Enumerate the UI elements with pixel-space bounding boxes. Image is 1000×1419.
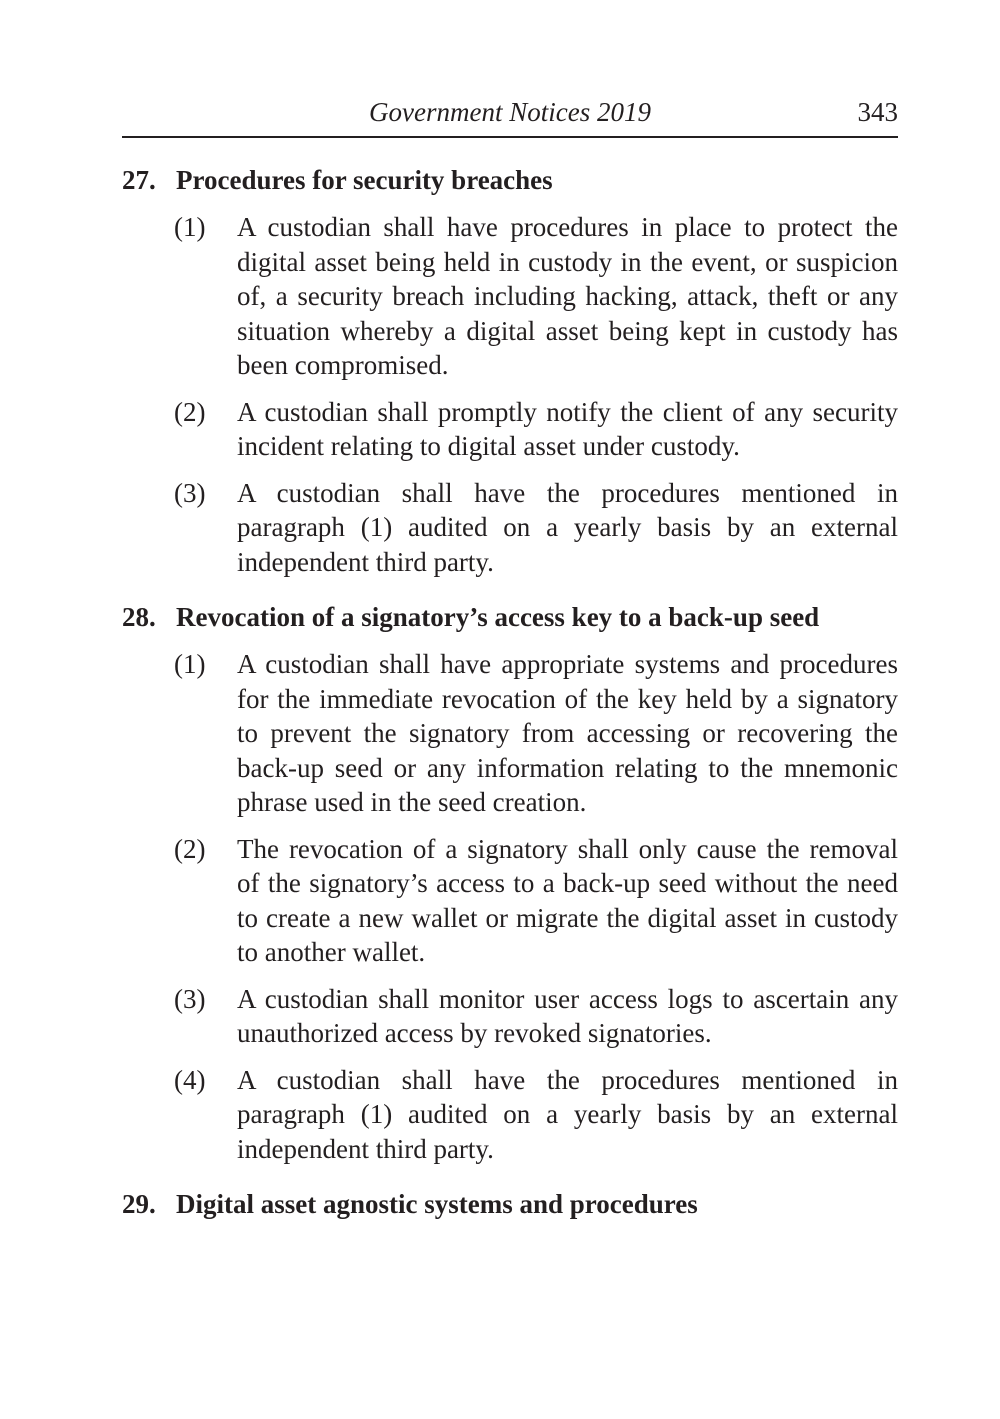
paragraph-text: A custodian shall have appropriate systems and procedures for the immediate revocation of the key held by a signatory to prevent the signatory from accessing or recovering the back-up seed or any information relating to the mnemonic phrase used in the seed creation. bbox=[237, 649, 898, 817]
section-heading bbox=[122, 1186, 898, 1222]
paragraph-text: A custodian shall have the procedures mentioned in paragraph (1) audited on a yearly basis by an external independent third party. bbox=[237, 1064, 898, 1164]
paragraph bbox=[122, 210, 898, 383]
section-number: 27. bbox=[122, 165, 156, 195]
page-number: 343 bbox=[857, 97, 898, 127]
section-title: Procedures for security breaches bbox=[176, 165, 553, 195]
paragraph-text: A custodian shall promptly notify the client of any security incident relating to digital asset under custody. bbox=[237, 396, 898, 461]
paragraph bbox=[122, 476, 898, 580]
paragraph-number: (2) bbox=[174, 833, 206, 864]
section-heading bbox=[122, 599, 898, 635]
section-title: Revocation of a signatory’s access key to a back-up seed bbox=[176, 602, 820, 632]
paragraph-number: (2) bbox=[174, 396, 206, 427]
section-29 bbox=[122, 1186, 898, 1222]
paragraph-text: A custodian shall have procedures in place to protect the digital asset being held in custody in the event, or suspicion of, a security breach including hacking, attack, theft or any situation whereby a digital asset being kept in custody has been compromised. bbox=[237, 212, 898, 380]
paragraph-number: (4) bbox=[174, 1064, 206, 1095]
paragraph-number: (3) bbox=[174, 477, 206, 508]
section-27 bbox=[122, 162, 898, 579]
section-number: 28. bbox=[122, 602, 156, 632]
paragraph bbox=[122, 395, 898, 464]
paragraph-text: A custodian shall monitor user access logs to ascertain any unauthorized access by revoked signatories. bbox=[237, 983, 898, 1048]
paragraph bbox=[122, 647, 898, 820]
section-number: 29. bbox=[122, 1189, 156, 1219]
section-title: Digital asset agnostic systems and procedures bbox=[176, 1189, 698, 1219]
paragraph-text: The revocation of a signatory shall only cause the removal of the signatory’s access to a back-up seed without the need to create a new wallet or migrate the digital asset in custody to another wallet. bbox=[237, 833, 898, 967]
document-body bbox=[122, 162, 898, 1242]
page-header bbox=[122, 94, 898, 138]
running-title: Government Notices 2019 bbox=[369, 97, 651, 127]
paragraph bbox=[122, 982, 898, 1051]
paragraph-text: A custodian shall have the procedures mentioned in paragraph (1) audited on a yearly basis by an external independent third party. bbox=[237, 477, 898, 577]
paragraph-number: (1) bbox=[174, 649, 206, 679]
paragraph bbox=[122, 832, 898, 970]
section-28 bbox=[122, 599, 898, 1166]
paragraph-number: (3) bbox=[174, 983, 206, 1014]
section-heading bbox=[122, 162, 898, 198]
paragraph bbox=[122, 1063, 898, 1167]
paragraph-number: (1) bbox=[174, 212, 206, 242]
